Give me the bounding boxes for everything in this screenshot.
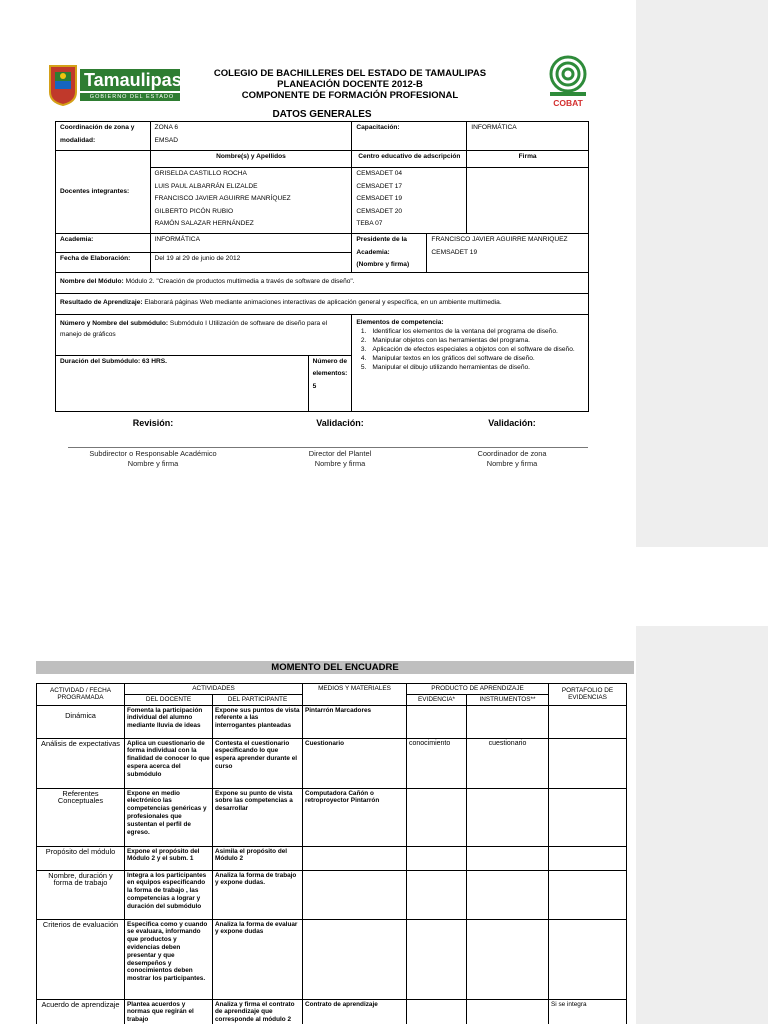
- elemento-text: Manipular el dibujo utilizando herramientas de diseño.: [372, 363, 530, 371]
- validacion-header-1: Validación:: [316, 418, 364, 428]
- num-elementos-cell: Número de elementos: 5: [308, 355, 352, 411]
- cell-evidencia: [407, 870, 467, 919]
- document-title: [180, 68, 520, 101]
- signature-subdirector: [68, 449, 238, 469]
- name-caption: Nombre y firma: [314, 459, 366, 468]
- logo-subtitle: GOBIERNO DEL ESTADO: [89, 94, 175, 100]
- cell-actividad: Análisis de expectativas: [37, 738, 125, 788]
- cobat-logo: [548, 54, 588, 110]
- modulo-cell: [56, 272, 589, 293]
- cell-actividad: Criterios de evaluación: [37, 919, 125, 999]
- validacion-header-2: Validación:: [488, 418, 536, 428]
- fecha-value: Del 19 al 29 de junio de 2012: [150, 252, 352, 272]
- cell-participante: Analiza la forma de trabajo y expone dudas.: [213, 870, 303, 919]
- resultado-label: Resultado de Aprendizaje:: [60, 299, 143, 307]
- docente-name: RAMÓN SALAZAR HERNÁNDEZ: [154, 220, 254, 228]
- section-datos-generales: DATOS GENERALES: [272, 109, 372, 120]
- cell-evidencia: [407, 919, 467, 999]
- tamaulipas-logo: [48, 64, 182, 106]
- cell-actividad: Dinámica: [37, 705, 125, 738]
- elemento-item: 5. Manipular el dibujo utilizando herramientas de diseño.: [360, 363, 530, 371]
- cell-participante: Analiza la forma de evaluar y expone dudas: [213, 919, 303, 999]
- firma-cell: [467, 168, 589, 234]
- cell-medios: [303, 846, 407, 870]
- name-caption: Nombre y firma: [127, 459, 179, 468]
- cell-instrumentos: [467, 846, 549, 870]
- table-row: [37, 846, 627, 870]
- docente-name: LUIS PAUL ALBARRÁN ELIZALDE: [154, 182, 258, 190]
- docente-name: FRANCISCO JAVIER AGUIRRE MANRÍQUEZ: [154, 195, 291, 203]
- cell-portafolio: Si se integra: [549, 999, 627, 1024]
- cell-docente: Aplica un cuestionario de forma individual con la finalidad de conocer lo que espera acerca del submódulo: [125, 738, 213, 788]
- cell-docente: Expone en medio electrónico las competencias genéricas y profesionales que sustentan el perfil de egreso.: [125, 788, 213, 846]
- centro-name: CEMSADET 04: [356, 170, 403, 177]
- cell-instrumentos: [467, 788, 549, 846]
- capacitacion-label: Capacitación:: [352, 122, 467, 151]
- general-data-table: [55, 121, 589, 412]
- modulo-label: Nombre del Módulo:: [60, 278, 124, 286]
- header-actividades: ACTIVIDADES: [125, 684, 303, 695]
- header-participante: DEL PARTICIPANTE: [213, 694, 303, 705]
- docente-name: GILBERTO PICÓN RUBIO: [154, 207, 234, 215]
- elemento-item: 4. Manipular textos en los gráficos del software de diseño.: [360, 354, 535, 362]
- elemento-item: 1. Identificar los elementos de la ventana del programa de diseño.: [360, 327, 558, 335]
- elemento-text: Aplicación de efectos especiales a objetos con el software de diseño.: [372, 345, 575, 353]
- encuadre-title: MOMENTO DEL ENCUADRE: [36, 661, 634, 674]
- spiral-icon: [548, 54, 588, 100]
- cell-medios: Pintarrón Marcadores: [303, 705, 407, 738]
- centros-list: [352, 168, 467, 234]
- cell-participante: Expone su punto de vista sobre las competencias a desarrollar: [213, 788, 303, 846]
- capacitacion-value: INFORMÁTICA: [467, 122, 589, 151]
- cell-portafolio: [549, 846, 627, 870]
- resultado-value: Elaborará páginas Web mediante animaciones interactivas de aplicación general y específica, en un ambiente multimedia.: [144, 299, 502, 307]
- presidente-label-2: (Nombre y firma): [356, 261, 410, 269]
- cell-participante: Asimila el propósito del Módulo 2: [213, 846, 303, 870]
- centro-header: Centro educativo de adscripción: [352, 151, 467, 168]
- cell-docente: Fomenta la participación individual del alumno mediante lluvia de ideas: [125, 705, 213, 738]
- cell-instrumentos: [467, 870, 549, 919]
- cell-instrumentos: [467, 705, 549, 738]
- revision-header: Revisión:: [132, 418, 174, 428]
- presidente-label-1: Presidente de la Academia:: [356, 236, 407, 256]
- nombres-header: Nombre(s) y Apellidos: [150, 151, 352, 168]
- title-line-2: PLANEACIÓN DOCENTE 2012-B: [277, 79, 423, 90]
- cell-actividad: Nombre, duración y forma de trabajo: [37, 870, 125, 919]
- docentes-label: Docentes integrantes:: [56, 151, 151, 234]
- cell-actividad: Referentes Conceptuales: [37, 788, 125, 846]
- cell-docente: Integra a los participantes en equipos especificando la forma de trabajo , las competencias a lograr y duración del submódulo: [125, 870, 213, 919]
- cell-medios: Cuestionario: [303, 738, 407, 788]
- cell-docente: Expone el propósito del Módulo 2 y el subm. 1: [125, 846, 213, 870]
- cell-docente: Especifica como y cuando se evaluara, informando que productos y evidencias deben presentar y que desempeños y conocimientos deben mostrar los participantes.: [125, 919, 213, 999]
- header-medios: MEDIOS Y MATERIALES: [303, 684, 407, 706]
- logo-wordmark: Tamaulipas: [84, 70, 182, 90]
- name-caption: Nombre y firma: [486, 459, 538, 468]
- header-evidencia: EVIDENCIA*: [407, 694, 467, 705]
- table-row: [37, 788, 627, 846]
- header-docente: DEL DOCENTE: [125, 694, 213, 705]
- coord-label: Coordinación de zona y modalidad:: [56, 122, 151, 151]
- cobat-label: COBAT: [553, 98, 583, 108]
- table-row: [37, 870, 627, 919]
- title-line-3: COMPONENTE DE FORMACIÓN PROFESIONAL: [241, 90, 459, 101]
- cell-participante: Expone sus puntos de vista referente a las interrogantes planteadas: [213, 705, 303, 738]
- cell-evidencia: [407, 999, 467, 1024]
- docentes-list: [150, 168, 352, 234]
- header-portafolio: PORTAFOLIO DE EVIDENCIAS: [549, 684, 627, 706]
- modalidad-value: EMSAD: [154, 136, 178, 144]
- cell-portafolio: [549, 788, 627, 846]
- cell-portafolio: [549, 870, 627, 919]
- docente-name: GRISELDA CASTILLO ROCHA: [154, 170, 247, 177]
- cell-participante: Analiza y firma el contrato de aprendizaje que corresponde al módulo 2: [213, 999, 303, 1024]
- firma-header: Firma: [467, 151, 589, 168]
- role-label: Subdirector o Responsable Académico: [89, 449, 217, 458]
- presidente-centro: CEMSADET 19: [431, 248, 478, 256]
- cell-instrumentos: [467, 999, 549, 1024]
- cell-portafolio: [549, 705, 627, 738]
- cell-medios: Contrato de aprendizaje: [303, 999, 407, 1024]
- centro-name: CEMSADET 17: [356, 182, 403, 190]
- cell-evidencia: [407, 788, 467, 846]
- zona-cell: [150, 122, 352, 151]
- academia-label: Academia:: [56, 234, 151, 253]
- role-label: Director del Plantel: [308, 449, 372, 458]
- cell-instrumentos: [467, 919, 549, 999]
- cell-portafolio: [549, 919, 627, 999]
- presidente-label: [352, 234, 427, 273]
- elemento-item: 2. Manipular objetos con las herramientas del programa.: [360, 336, 530, 344]
- elemento-text: Manipular textos en los gráficos del software de diseño.: [372, 354, 535, 362]
- side-panel-bottom: [636, 626, 768, 1024]
- header-actividad: ACTIVIDAD / FECHA PROGRAMADA: [37, 684, 125, 706]
- table-row: [37, 705, 627, 738]
- elementos-cell: [352, 314, 589, 411]
- centro-name: CEMSADET 19: [356, 195, 403, 203]
- fecha-label: Fecha de Elaboración:: [56, 252, 151, 272]
- cell-actividad: Propósito del módulo: [37, 846, 125, 870]
- cell-evidencia: [407, 705, 467, 738]
- centro-name: TEBA 07: [356, 220, 383, 228]
- presidente-cell: [427, 234, 589, 273]
- signature-director: [265, 449, 415, 469]
- submodulo-value: Submódulo I Utilización de software de diseño para el manejo de gráficos: [60, 319, 328, 338]
- cell-evidencia: [407, 846, 467, 870]
- elementos-list: [356, 327, 584, 372]
- academia-value: INFORMÁTICA: [150, 234, 352, 253]
- cell-medios: Computadora Cañón o retroproyector Pintarrón: [303, 788, 407, 846]
- cell-portafolio: [549, 738, 627, 788]
- cell-instrumentos: cuestionario: [467, 738, 549, 788]
- signature-coordinador: [437, 449, 587, 469]
- title-line-1: COLEGIO DE BACHILLERES DEL ESTADO DE TAMAULIPAS: [213, 68, 487, 79]
- signature-line: [68, 447, 588, 448]
- side-panel-top: [636, 0, 768, 547]
- elementos-label: Elementos de competencia:: [356, 318, 444, 326]
- duracion-cell: Duración del Submódulo: 63 HRS.: [56, 355, 309, 411]
- modulo-value: Módulo 2. "Creación de productos multimedia a través de software de diseño".: [125, 278, 355, 286]
- cell-docente: Plantea acuerdos y normas que regirán el trabajo: [125, 999, 213, 1024]
- cell-medios: [303, 870, 407, 919]
- encuadre-table: [36, 683, 627, 1024]
- resultado-cell: [56, 293, 589, 314]
- submodulo-label: Número y Nombre del submódulo:: [60, 319, 169, 327]
- role-label: Coordinador de zona: [477, 449, 547, 458]
- cell-participante: Contesta el cuestionario especificando lo que espera aprender durante el curso: [213, 738, 303, 788]
- header-instrumentos: INSTRUMENTOS**: [467, 694, 549, 705]
- centro-name: CEMSADET 20: [356, 207, 403, 215]
- table-row: [37, 919, 627, 999]
- presidente-value: FRANCISCO JAVIER AGUIRRE MANRIQUEZ: [431, 236, 568, 243]
- submodulo-cell: [56, 314, 352, 355]
- elemento-text: Manipular objetos con las herramientas del programa.: [372, 336, 530, 344]
- table-row: [37, 738, 627, 788]
- header-producto: PRODUCTO DE APRENDIZAJE: [407, 684, 549, 695]
- table-row: [37, 999, 627, 1024]
- cell-actividad: Acuerdo de aprendizaje: [37, 999, 125, 1024]
- cell-medios: [303, 919, 407, 999]
- elemento-item: 3. Aplicación de efectos especiales a objetos con el software de diseño.: [360, 345, 575, 353]
- zona-value: ZONA 6: [154, 124, 178, 131]
- elemento-text: Identificar los elementos de la ventana del programa de diseño.: [372, 327, 558, 335]
- cell-evidencia: conocimiento: [407, 738, 467, 788]
